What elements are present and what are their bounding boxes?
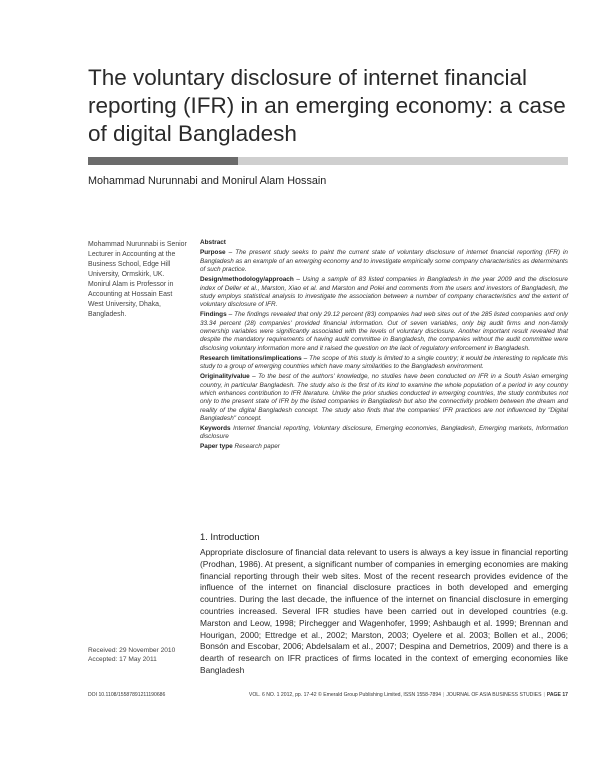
abstract-findings xyxy=(200,311,568,353)
section-heading-introduction: 1. Introduction xyxy=(200,531,260,542)
author-names: Mohammad Nurunnabi and Monirul Alam Hossain xyxy=(88,175,327,187)
title-divider-light xyxy=(238,157,568,165)
abstract-text: – To the best of the authors' knowledge, no studies have been conducted on IFR in a South Asian emerging country, in particular Bangladesh. The study also is the first of its kind to examine the whole population of a period in any country which enhances contribution to IFR literature. Unlike the prior studies conducted in emerging countries, the study contributes not only to the present state of IFR by the listed companies in Bangladesh but also the connectivity problem between the dream and reality of the digital Bangladesh concept. The study also finds that the companies' IFR practices are not influenced by "Digital Bangladesh" concept. xyxy=(200,373,568,423)
page-number: PAGE 17 xyxy=(546,692,568,698)
received-date: Received: 29 November 2010 xyxy=(88,647,176,654)
abstract-text: Research paper xyxy=(232,443,280,451)
introduction-body: Appropriate disclosure of financial data relevant to users is always a key issue in financial reporting (Prodhan, 1986). At present, a significant number of companies in emerging economies are making financial reporting through their web sites. Most of the recent research provides evidence of the influence of the internet on financial disclosure practices in both developed and emerging countries. During the last decade, the influence of the internet on financial disclosure in emerging countries increased. Several IFR studies have been carried out in developed countries (e.g. Marston and Leow, 1998; Pirchegger and Wagenhofer, 1999; Ashbaugh et al. 1999; Brennan and Hourigan, 2000; Ettredge et al., 2002; Marston, 2003; Oyelere et al. 2003; Bollen et al., 2006; Bonsón and Escobar, 2006; Abdelsalam et al., 2007; Despina and Demetrios, 2009) and there is a dearth of research on IFR practices of firms located in the context of emerging economies like Bangladesh xyxy=(200,547,568,675)
volume-info: VOL. 6 NO. 1 2012, pp. 17-42 xyxy=(248,692,317,698)
abstract-keywords xyxy=(200,425,568,442)
title-divider-dark xyxy=(88,157,238,165)
abstract-design xyxy=(200,276,568,310)
publisher-info: © Emerald Group Publishing Limited, ISSN 1558-7894 xyxy=(318,692,441,698)
abstract-label: Purpose xyxy=(200,249,226,257)
received-dates xyxy=(88,646,198,664)
abstract-label: Paper type xyxy=(200,443,233,451)
journal-name: JOURNAL OF ASIA BUSINESS STUDIES xyxy=(446,692,542,698)
abstract xyxy=(200,239,568,453)
abstract-paper-type xyxy=(200,443,568,451)
abstract-purpose xyxy=(200,249,568,274)
abstract-label: Keywords xyxy=(200,425,231,433)
abstract-text: – The findings revealed that only 29.12 percent (83) companies had web sites out of the 285 listed companies and only 33.34 percent (28) companies' provided financial information. Out of seven variables, only big audit firms and non-family ownership variables were significantly associated with the levels of voluntary disclosure. Another important result revealed that despite the mandatory requirements of having audit committee in Bangladesh, the companies without the audit committee were disclosing voluntary information more and it raised the question on the lack of regulatory enforcement in Bangladesh. xyxy=(200,311,568,352)
abstract-label: Findings xyxy=(200,311,227,319)
footer-separator: | xyxy=(543,692,545,698)
abstract-text: Internet financial reporting, Voluntary disclosure, Emerging economies, Bangladesh, Emerging markets, Information disclosure xyxy=(200,425,568,441)
abstract-label: Design/methodology/approach xyxy=(200,276,294,284)
abstract-text: – The present study seeks to paint the current state of voluntary disclosure of internet financial reporting (IFR) in Bangladesh as an example of an emerging economy and to investigate empirically some company characteristics as determinants of such practice. xyxy=(200,249,569,274)
accepted-date: Accepted: 17 May 2011 xyxy=(88,656,157,663)
author-bio: Mohammad Nurunnabi is Senior Lecturer in Accounting at the Business School, Edge Hill University, Ormskirk, UK. Monirul Alam is Professor in Accounting at Hossain East West University, Dhaka, Bangladesh. xyxy=(88,241,187,318)
abstract-text: – The scope of this study is limited to a single country; it would be interesting to replicate this study to a group of emerging countries which have many similarities to the Bangladesh environment. xyxy=(200,354,568,371)
abstract-text: – Using a sample of 83 listed companies in Bangladesh in the year 2009 and the disclosure index of Deller et al., Marston, Xiao et al. and Marston and Polei and comments from the users and investors of Bangladesh, the study employs statistical analysis to investigate the association between a number of company characteristics and the extent of voluntary disclosure of IFR. xyxy=(200,276,568,309)
abstract-heading: Abstract xyxy=(200,239,226,246)
title-divider xyxy=(88,157,568,165)
abstract-limitations xyxy=(200,355,568,372)
paper-title: The voluntary disclosure of internet financial reporting (IFR) in an emerging economy: a case of digital Bangladesh xyxy=(88,65,566,146)
abstract-label: Research limitations/implications xyxy=(200,354,302,362)
page-footer xyxy=(88,692,568,702)
journal-info xyxy=(249,692,568,698)
doi-text: DOI 10.1108/15587891211190686 xyxy=(88,692,166,698)
abstract-label: Originality/value xyxy=(200,373,250,381)
footer-separator: | xyxy=(443,692,445,698)
abstract-originality xyxy=(200,373,568,423)
